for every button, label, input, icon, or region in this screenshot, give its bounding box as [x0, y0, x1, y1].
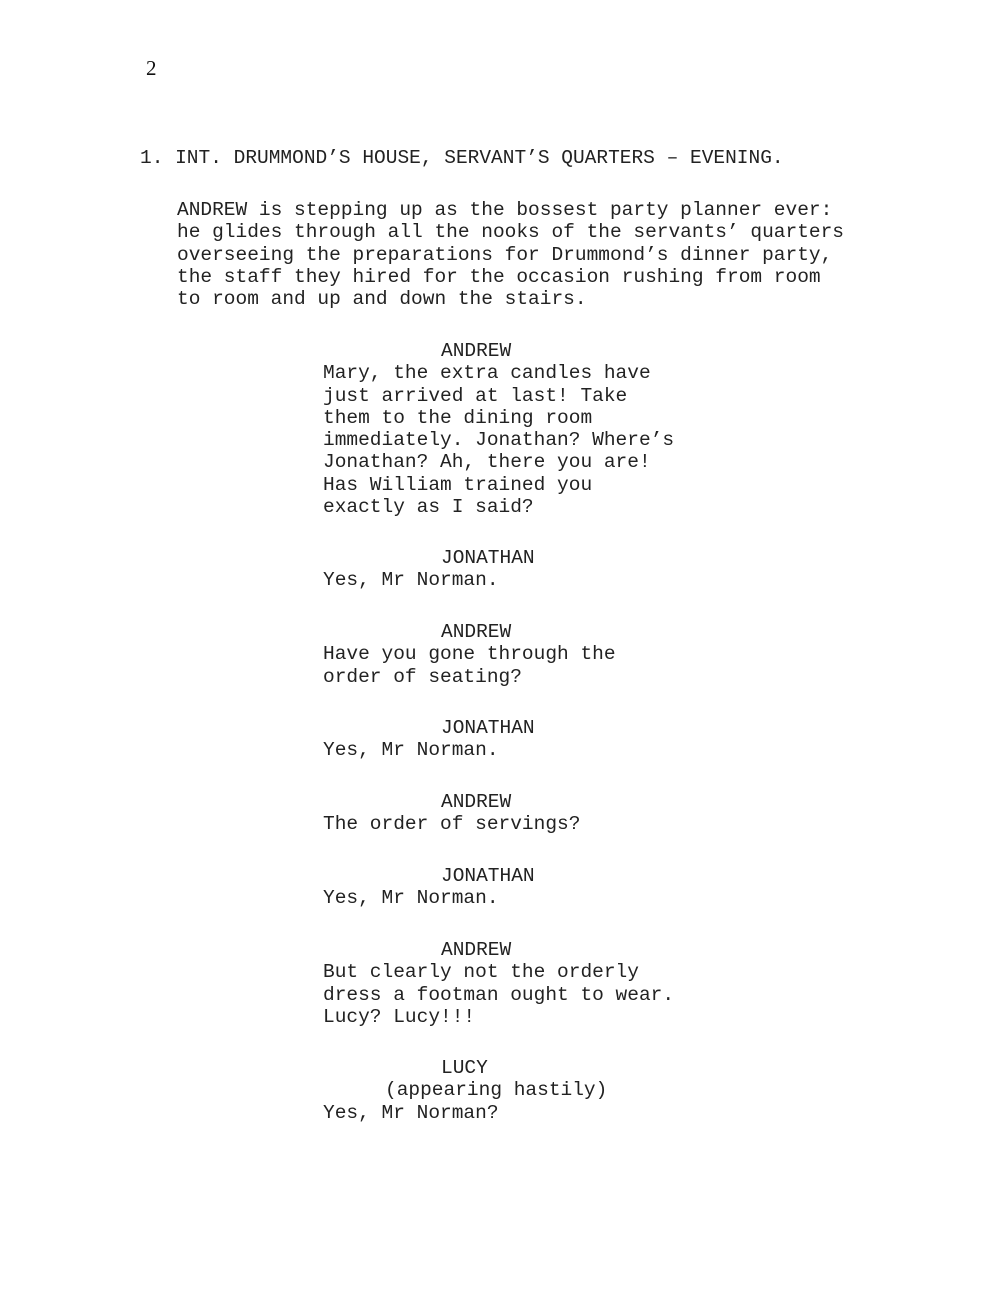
dialogue-text [323, 569, 499, 591]
parenthetical: (appearing hastily) [385, 1079, 608, 1102]
dialogue-line: order of seating? [323, 665, 522, 688]
dialogue-line: dress a footman ought to wear. [323, 983, 675, 1006]
dialogue-line: Yes, Mr Norman? [323, 1101, 499, 1124]
character-name: ANDREW [441, 791, 512, 813]
dialogue-line: But clearly not the orderly [323, 961, 639, 984]
action-line: to room and up and down the stairs. [177, 288, 587, 311]
action-line: he glides through all the nooks of the servants’ quarters [177, 221, 845, 244]
character-name: JONATHAN [441, 547, 535, 569]
dialogue-line: exactly as I said? [323, 496, 534, 519]
action-line: ANDREW is stepping up as the bossest party planner ever: [177, 199, 833, 221]
dialogue-line: Yes, Mr Norman. [323, 739, 499, 762]
character-name: LUCY [441, 1057, 488, 1079]
dialogue-line: immediately. Jonathan? Where’s [323, 429, 675, 452]
dialogue-text [323, 739, 499, 761]
dialogue-text [323, 362, 674, 518]
dialogue-text [323, 1102, 499, 1124]
dialogue-text [323, 643, 616, 688]
action-line: overseeing the preparations for Drummond’s dinner party, [177, 243, 833, 266]
dialogue-line: Yes, Mr Norman. [323, 887, 499, 910]
dialogue-line: just arrived at last! Take [323, 384, 628, 407]
action-line: the staff they hired for the occasion rushing from room [177, 265, 821, 288]
character-name: ANDREW [441, 340, 512, 362]
character-name: ANDREW [441, 621, 512, 643]
scene-heading: 1. INT. DRUMMOND’S HOUSE, SERVANT’S QUARTERS – EVENING. [140, 147, 784, 169]
page-number: 2 [146, 56, 157, 80]
dialogue-text [323, 961, 674, 1028]
dialogue-line: them to the dining room [323, 406, 593, 429]
dialogue-line: Have you gone through the [323, 643, 616, 666]
dialogue-line: Jonathan? Ah, there you are! [323, 451, 651, 474]
dialogue-text [323, 887, 499, 909]
dialogue-line: Lucy? Lucy!!! [323, 1005, 476, 1028]
dialogue-text [323, 813, 580, 835]
action-paragraph [177, 199, 844, 310]
dialogue-line: The order of servings? [323, 813, 581, 836]
character-name: ANDREW [441, 939, 512, 961]
dialogue-line: Has William trained you [323, 473, 593, 496]
dialogue-line: Yes, Mr Norman. [323, 569, 499, 592]
dialogue-line: Mary, the extra candles have [323, 362, 651, 385]
character-name: JONATHAN [441, 717, 535, 739]
character-name: JONATHAN [441, 865, 535, 887]
